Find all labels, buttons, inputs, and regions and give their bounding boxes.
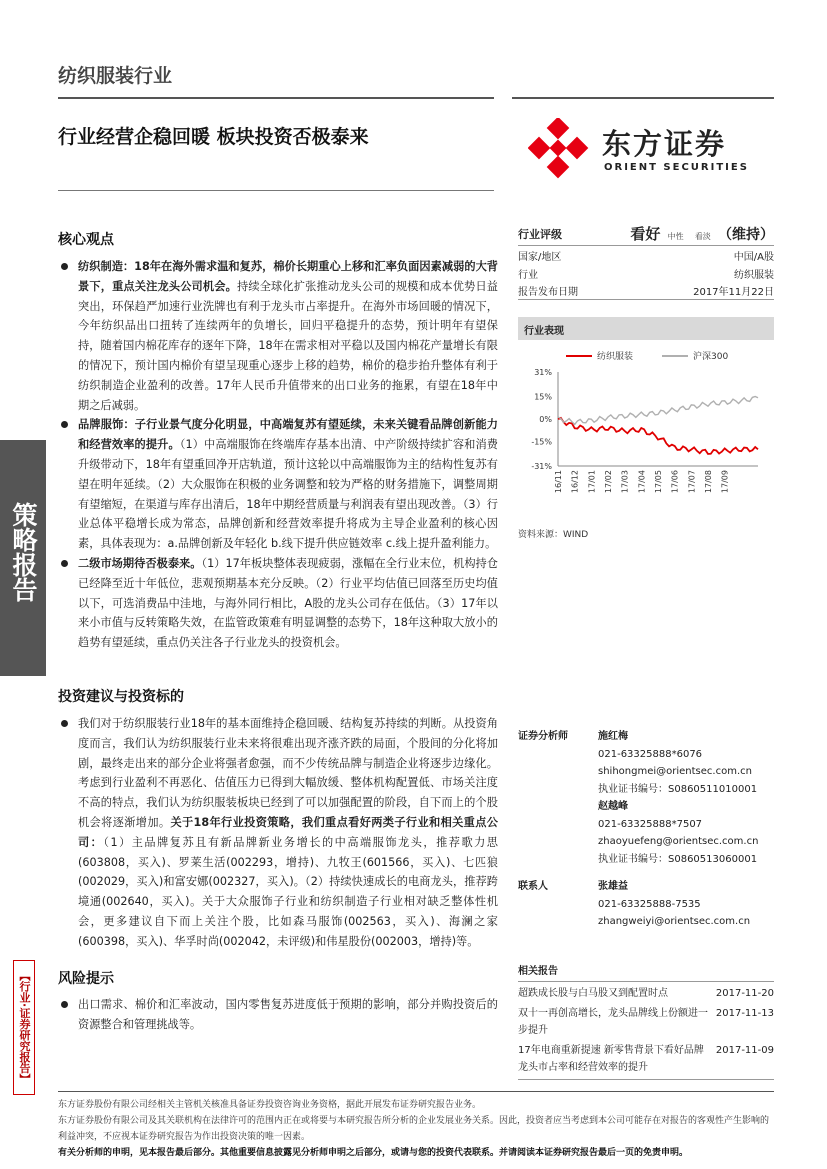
report-category-label: 【行业·证券研究报告】 — [13, 960, 35, 1095]
x-tick-label: 17/06 — [670, 470, 680, 494]
orient-securities-logo — [528, 118, 768, 180]
related-reports — [518, 962, 774, 1080]
y-tick-label: 15% — [534, 392, 552, 402]
investment-strategy: 关于18年行业投资策略，我们重点看好两类子行业和相关重点公司： — [78, 815, 498, 849]
info-key: 报告发布日期 — [518, 287, 578, 298]
contact-email[interactable]: zhangweiyi@orientsec.com.cn — [598, 916, 751, 927]
related-report-date: 2017-11-20 — [715, 988, 774, 999]
performance-chart — [518, 344, 774, 520]
bullet-icon — [61, 720, 68, 727]
series-line-textile — [558, 418, 758, 454]
x-tick-label: 16/12 — [570, 470, 580, 494]
disclaimer-line: 东方证券股份有限公司经相关主管机关核准具备证券投资咨询业务资格，据此开展发布证券研究报告业务。 — [58, 1100, 482, 1110]
core-views-heading: 核心观点 — [58, 232, 114, 248]
secondary-market-detail: （1）17年板块整体表现疲弱，涨幅在全行业末位，机构持仓已经降至近十年低位，悲观预期基本充分反映。（2）行业平均估值已回落至历史均值以下，可选消费品中洼地，与海外同行相比，A股的龙头公司存在低估。（3）17年以来小市值与反转策略失效，在监管政策难有明显调整的态势下，18年这种取大放小的趋势有望延续，重点仍关注各子行业龙头的投资机会。 — [78, 556, 498, 650]
secondary-market-summary: 二级市场期待否极泰来。 — [78, 556, 202, 570]
series-line-csi300 — [558, 397, 758, 425]
contact-name: 张雄益 — [598, 881, 628, 892]
rating-alt-neutral: 中性 — [667, 232, 684, 241]
info-value: 中国/A股 — [733, 251, 774, 263]
disclaimer-notice: 有关分析师的申明，见本报告最后部分。其他重要信息披露见分析师申明之后部分，或请与您的投资代表联系。并请阅读本证券研究报告最后一页的免责申明。 — [58, 1148, 689, 1158]
related-report-item[interactable] — [518, 1005, 774, 1039]
related-divider — [518, 1079, 774, 1080]
contact-phone: 021-63325888-7535 — [598, 898, 701, 910]
header-divider-right — [512, 97, 774, 99]
analyst-card — [518, 728, 774, 798]
apparel-summary: 品牌服饰：子行业景气度分化明显，中高端复苏有望延续，未来关键看品牌创新能力和经营效率的提升。 — [78, 418, 498, 452]
info-row — [518, 246, 774, 264]
list-item — [58, 257, 498, 415]
logo-text-en: ORIENT SECURITIES — [604, 162, 749, 173]
footer-divider — [58, 1091, 774, 1092]
analyst-cert: 执业证书编号：S0860513060001 — [598, 853, 758, 865]
x-tick-label: 17/01 — [587, 470, 597, 494]
analyst-card — [518, 798, 774, 868]
contact-card — [518, 878, 774, 931]
title-divider — [58, 190, 494, 191]
investment-picks: （1）主品牌复苏且有新品牌新业务增长的中高端服饰龙头，推荐歌力思(603808，买入)、罗莱生活(002293，增持)、九牧王(601566，买入)、七匹狼(002029，买入)和富安娜(002327，买入)。（2）持续快速成长的电商龙头，推荐跨境通(002640，买入)。关于大众服饰子行业和纺织制造子行业相对缺乏整体性机会，更多建议自下而上关注个股，比如森马服饰(002563，买入)、海澜之家(600398，买入)、华孚时尚(002042，未评级)和伟星股份(002003，增持)等。 — [78, 835, 498, 948]
related-report-item[interactable] — [518, 985, 774, 1002]
related-report-title[interactable]: 双十一再创高增长，龙头品牌线上份额进一步提升 — [518, 1008, 708, 1036]
textile-mfg-summary: 纺织制造：18年在海外需求温和复苏，棉价长期重心上移和汇率负面因素减弱的大背景下，重点关注龙头公司机会。 — [78, 260, 498, 293]
rating-box — [518, 222, 774, 300]
related-report-item[interactable] — [518, 1042, 774, 1076]
list-item — [58, 714, 498, 952]
info-key: 国家/地区 — [518, 251, 562, 263]
report-title: 行业经营企稳回暖 板块投资否极泰来 — [58, 126, 369, 148]
analyst-info — [518, 728, 774, 931]
list-item — [58, 995, 498, 1035]
info-row — [518, 264, 774, 282]
industry-name: 纺织服装行业 — [58, 65, 173, 87]
x-tick-label: 17/07 — [687, 470, 697, 494]
related-report-title[interactable]: 17年电商重新提速 新零售背景下看好品牌龙头市占率和经营效率的提升 — [518, 1045, 704, 1073]
rating-row — [518, 222, 774, 246]
list-item — [58, 415, 498, 554]
x-tick-label: 17/03 — [620, 470, 630, 494]
info-value: 2017年11月22日 — [693, 287, 774, 298]
analyst-name: 赵越峰 — [598, 801, 628, 812]
investment-list — [58, 714, 498, 952]
report-type-label: 策略报告 — [9, 502, 38, 602]
apparel-detail: （1）中高端服饰在终端库存基本出清、中产阶级持续扩容和消费升级带动下，18年有望重回净开店轨道，预计这轮以中高端服饰为主的结构性复苏有望在明年延续。（2）大众服饰在积极的业务调整和较为严格的财务措施下，调整周期有望缩短，在渠道与库存出清后，18年中期经营质量与利润表有望出现改善。（3）行业总体平稳增长成为常态，品牌创新和经营效率提升将成为主导企业盈利的核心因素，具体表现为：a.品牌创新及年轻化 b.线下提升供应链效率 c.线上提升盈利能力。 — [78, 438, 498, 551]
risk-list — [58, 995, 498, 1035]
logo-text-cn: 东方证券 — [602, 127, 727, 161]
risk-text: 出口需求、棉价和汇率波动，国内零售复苏进度低于预期的影响，部分并购投资后的资源整合和管理挑战等。 — [78, 998, 498, 1031]
info-value: 纺织服装 — [734, 269, 774, 281]
contact-role: 联系人 — [518, 881, 548, 892]
bullet-icon — [61, 421, 68, 428]
disclaimer-line: 东方证券股份有限公司及其关联机构在法律许可的范围内正在或将要与本研究报告所分析的企业发展业务关系。因此，投资者应当考虑到本公司可能存在对报告的客观性产生影响的利益冲突，不应视本证券研究报告为作出投资决策的唯一因素。 — [58, 1116, 770, 1142]
analyst-role: 证券分析师 — [518, 731, 568, 742]
x-tick-label: 17/09 — [720, 470, 730, 494]
rating-status: （维持） — [718, 227, 774, 243]
list-item — [58, 554, 498, 653]
y-tick-label: 31% — [534, 368, 552, 377]
x-tick-label: 17/04 — [637, 470, 647, 494]
x-tick-label: 17/02 — [604, 470, 613, 494]
legend-label: 纺织服装 — [597, 352, 634, 362]
performance-heading: 行业表现 — [518, 317, 774, 340]
logo-mark-icon — [528, 118, 592, 182]
analyst-phone: 021-63325888*6076 — [598, 748, 703, 760]
y-tick-label: 0% — [539, 415, 552, 424]
related-heading: 相关报告 — [518, 962, 774, 982]
risk-heading: 风险提示 — [58, 971, 114, 987]
header-divider — [58, 97, 494, 99]
related-report-date: 2017-11-09 — [715, 1045, 774, 1056]
x-tick-label: 16/11 — [554, 470, 563, 494]
analyst-name: 施红梅 — [598, 731, 628, 742]
analyst-email[interactable]: zhaoyuefeng@orientsec.com.cn — [598, 836, 759, 847]
bullet-icon — [61, 1001, 68, 1008]
y-tick-label: -15% — [531, 437, 552, 447]
analyst-phone: 021-63325888*7507 — [598, 818, 703, 830]
y-tick-label: -31% — [531, 462, 552, 471]
rating-alt-bearish: 看淡 — [694, 232, 711, 241]
related-report-title[interactable]: 超跌成长股与白马股又到配置时点 — [518, 988, 668, 999]
bullet-icon — [61, 263, 68, 270]
info-row — [518, 282, 774, 300]
x-tick-label: 17/05 — [654, 470, 663, 494]
investment-heading: 投资建议与投资标的 — [58, 689, 184, 705]
bullet-icon — [61, 560, 68, 567]
report-type-sidebar — [0, 440, 46, 676]
x-tick-label: 17/08 — [704, 470, 713, 494]
core-views-list — [58, 257, 498, 653]
legend-label: 沪深300 — [693, 352, 729, 362]
analyst-email[interactable]: shihongmei@orientsec.com.cn — [598, 766, 752, 777]
investment-text: 我们对于纺织服装行业18年的基本面维持企稳回暖、结构复苏持续的判断。从投资角度而言，我们认为纺织服装行业未来将很难出现齐涨齐跌的局面，个股间的分化将加剧，最终走出来的部分企业将强者愈强，而不少传统品牌与制造企业将逐步边缘化。考虑到行业盈利不再恶化、估值压力已得到大幅放缓、整体机构配置低、市场关注度不高的特点，我们认为纺织服装板块已经到了可以加强配置的阶段，自下而上的个股机会将逐渐增加。 — [78, 717, 498, 829]
chart-source: 资料来源：WIND — [518, 530, 589, 540]
rating-value: 看好 — [630, 225, 661, 243]
analyst-cert: 执业证书编号：S0860511010001 — [598, 783, 758, 795]
related-report-date: 2017-11-13 — [715, 1008, 774, 1019]
textile-mfg-detail: 持续全球化扩张推动龙头公司的规模和成本优势日益突出，环保趋严加速行业洗牌也有利于龙头市占率提升。在海外市场回暖的情况下，今年纺织品出口扭转了连续两年的负增长，回归平稳提升的态势，预计明年有望保持，随着国内棉花库存的逐年下降，18年在需求相对平稳以及国内棉花产量增长有限的情况下，预计国内棉价有望呈现重心逐步上移的趋势，棉价的稳步抬升整体有利于纺织制造企业盈利的改善。17年人民币升值带来的出口业务的拖累，有望在18年中期之后减弱。 — [78, 279, 498, 412]
disclaimer — [58, 1097, 774, 1161]
info-key: 行业 — [518, 269, 538, 281]
rating-label: 行业评级 — [518, 227, 562, 241]
